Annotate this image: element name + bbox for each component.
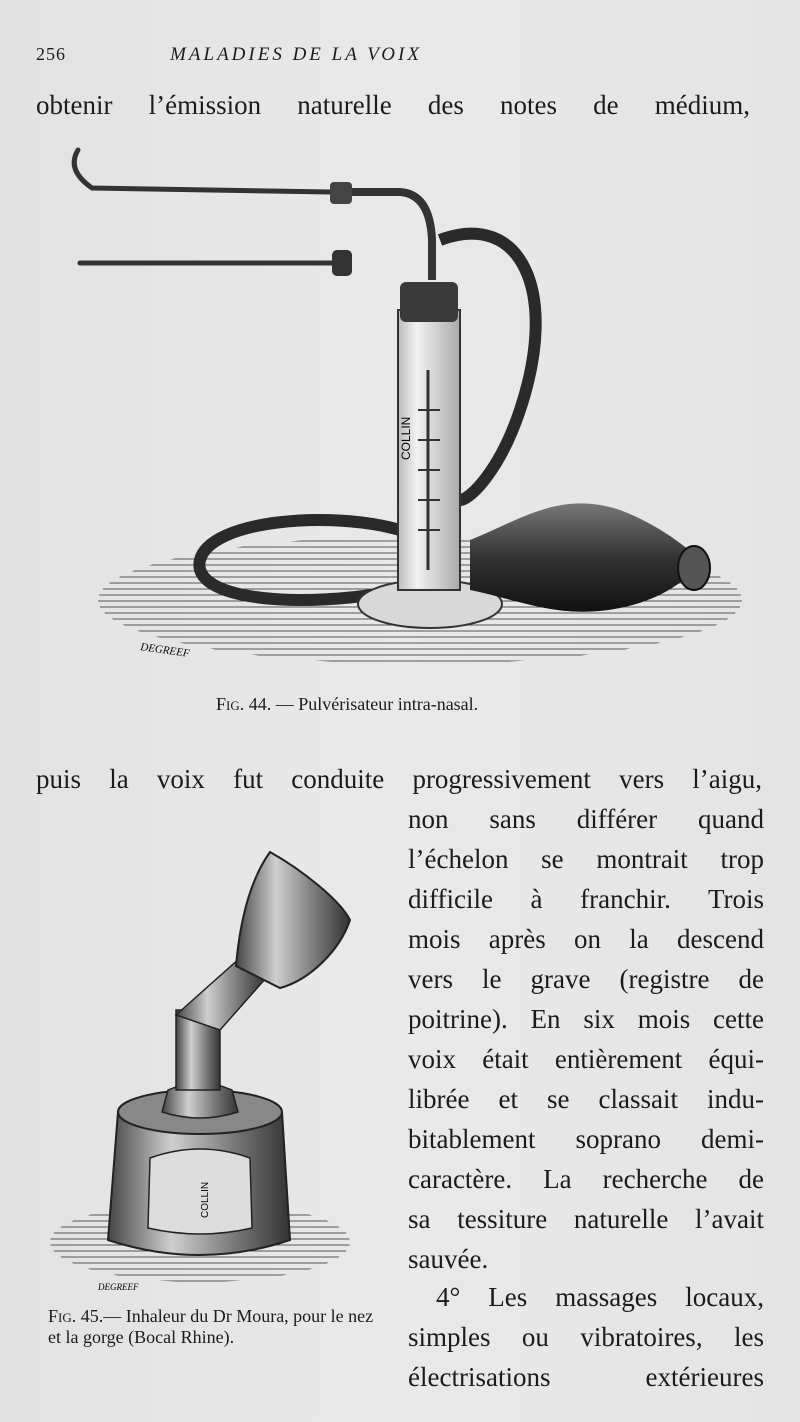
engraver-signature: DEGREEF bbox=[139, 641, 191, 660]
figure-45-text: — Inhaleur du Dr Moura, pour le nez et la gorge (Bocal Rhine). bbox=[48, 1306, 374, 1347]
column-line: mois après on la descend bbox=[408, 924, 764, 954]
figure-44-illustration bbox=[0, 130, 800, 670]
body-line-full: puis la voix fut conduite progressivement vers l’aigu, bbox=[36, 764, 762, 794]
column-line: sa tessiture naturelle l’avait bbox=[408, 1204, 764, 1234]
column-line: simples ou vibratoires, les bbox=[408, 1322, 764, 1352]
column-line: voix était entièrement équi- bbox=[408, 1044, 764, 1074]
collin-marking: COLLIN bbox=[399, 416, 413, 460]
column-line: l’échelon se montrait trop bbox=[408, 844, 764, 874]
figure-45-label: Fig. 45. bbox=[48, 1306, 104, 1326]
page-number: 256 bbox=[36, 44, 66, 64]
column-line: non sans différer quand bbox=[408, 804, 764, 834]
bulb-valve bbox=[678, 546, 710, 590]
body-line-top: obtenir l’émission naturelle des notes de médium, bbox=[36, 90, 750, 120]
column-line: électrisations extérieures bbox=[408, 1362, 764, 1392]
nozzle-tube-upper bbox=[74, 150, 330, 192]
figure-44-text: — Pulvérisateur intra-nasal. bbox=[275, 694, 479, 714]
running-title: MALADIES DE LA VOIX bbox=[170, 44, 422, 65]
nozzle-tip-lower bbox=[332, 250, 352, 276]
column-line: bitablement soprano demi- bbox=[408, 1124, 764, 1154]
figure-44-label: Fig. 44. bbox=[216, 694, 272, 714]
spray-neck bbox=[352, 192, 432, 280]
engraver-signature: DEGREEF bbox=[98, 1282, 139, 1292]
figure-44-caption bbox=[216, 694, 478, 715]
column-line: caractère. La recherche de bbox=[408, 1164, 764, 1194]
mouthpiece-funnel bbox=[236, 852, 350, 988]
collin-marking: COLLIN bbox=[200, 1181, 211, 1218]
spray-cap bbox=[400, 282, 458, 322]
figure-45-illustration bbox=[40, 840, 380, 1300]
column-line: difficile à franchir. Trois bbox=[408, 884, 764, 914]
column-line: poitrine). En six mois cette bbox=[408, 1004, 764, 1034]
column-line: sauvée. bbox=[408, 1244, 489, 1274]
column-line: 4° Les massages locaux, bbox=[436, 1282, 764, 1312]
column-line: vers le grave (registre de bbox=[408, 964, 764, 994]
nozzle-nut-upper bbox=[330, 182, 352, 204]
page-header bbox=[36, 44, 776, 74]
column-line: librée et se classait indu- bbox=[408, 1084, 764, 1114]
figure-45-caption bbox=[48, 1306, 378, 1348]
